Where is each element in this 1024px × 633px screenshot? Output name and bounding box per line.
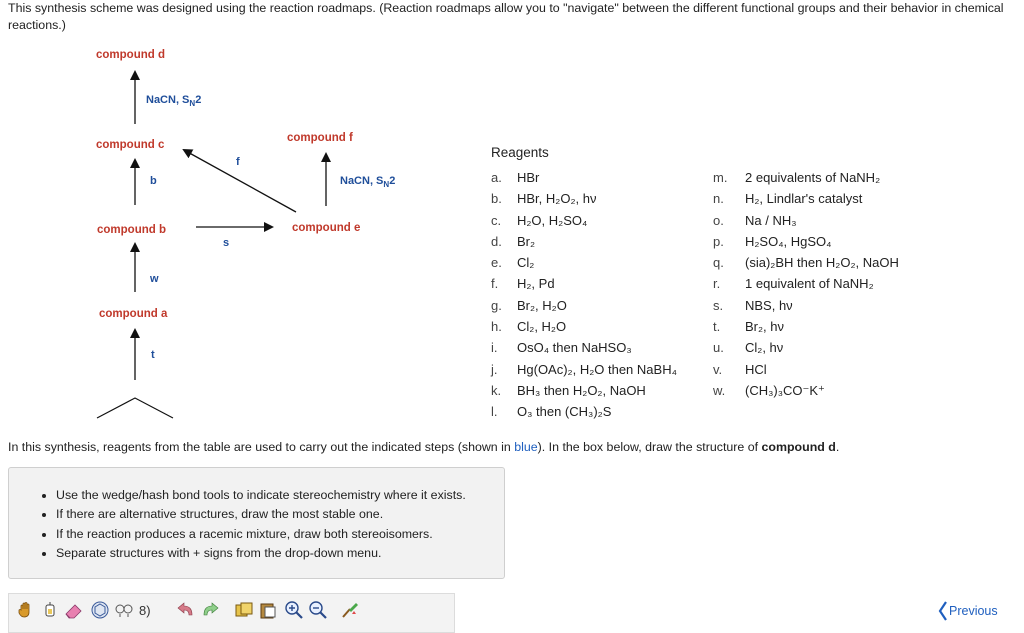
hint-item: • Use the wedge/hash bond tools to indicate stereochemistry where it exists.: [56, 486, 504, 505]
reagent-row: w. (CH₃)₃CO⁻K⁺: [713, 382, 825, 398]
reagent-row: u. Cl₂, hν: [713, 340, 784, 356]
reagent-row: r. 1 equivalent of NaNH₂: [713, 276, 874, 292]
previous-button[interactable]: [938, 600, 998, 622]
intro-text: This synthesis scheme was designed using the reaction roadmaps. (Reaction roadmaps allow you to "navigate" between the different functional groups and their behavior in chemical reactions.): [8, 1, 1004, 32]
reagent-row: b. HBr, H₂O₂, hν: [491, 191, 597, 207]
compound-a-label: compound a: [99, 308, 168, 320]
reagent-row: i. OsO₄ then NaHSO₃: [491, 340, 632, 356]
reagent-row: v. HCl: [713, 361, 767, 377]
hand-icon[interactable]: [15, 599, 37, 621]
reagent-row: n. H₂, Lindlar's catalyst: [713, 191, 863, 207]
hint-item: • Separate structures with + signs from the drop-down menu.: [56, 544, 504, 563]
compound-f-label: compound f: [287, 132, 353, 144]
reagent-b-to-c: b: [150, 175, 157, 187]
compound-d-label: compound d: [96, 49, 165, 61]
ring-template-icon[interactable]: [89, 599, 111, 621]
reagent-row: q. (sia)₂BH then H₂O₂, NaOH: [713, 255, 899, 271]
reagent-e-to-f: NaCN, $S_N2$: [340, 175, 396, 189]
reagent-row: e. Cl₂: [491, 255, 535, 271]
synthesis-scheme: [0, 0, 480, 430]
lasso-icon[interactable]: [39, 599, 61, 621]
drawing-toolbar: [8, 593, 455, 633]
reagent-row: f. H₂, Pd: [491, 276, 555, 292]
compound-c-label: compound c: [96, 139, 165, 151]
chevron-left-icon: [938, 600, 948, 622]
chain-icon[interactable]: [113, 599, 135, 621]
reagent-row: j. Hg(OAc)₂, H₂O then NaBH₄: [491, 361, 677, 377]
reagent-row: t. Br₂, hν: [713, 319, 784, 335]
hint-item: • If the reaction produces a racemic mixture, draw both stereoisomers.: [56, 525, 504, 544]
paste-icon[interactable]: [257, 599, 279, 621]
reagents-title: Reagents: [491, 145, 549, 160]
reagent-b-to-e: s: [223, 237, 230, 249]
reagent-row: s. NBS, hν: [713, 297, 793, 313]
clean-structure-icon[interactable]: [339, 599, 361, 621]
reagents-left-column: [491, 167, 677, 423]
compound-b-label: compound b: [97, 224, 166, 236]
previous-label: Previous: [949, 604, 998, 618]
reagent-row: c. H₂O, H₂SO₄: [491, 212, 588, 228]
reagent-row: g. Br₂, H₂O: [491, 297, 567, 313]
eraser-icon[interactable]: [63, 599, 85, 621]
zoom-in-icon[interactable]: [283, 599, 305, 621]
copy-icon[interactable]: [233, 599, 255, 621]
zoom-out-icon[interactable]: [307, 599, 329, 621]
reagent-row: d. Br₂: [491, 233, 536, 249]
svg-text:8): 8): [139, 603, 151, 618]
hint-item: • If there are alternative structures, draw the most stable one.: [56, 505, 504, 524]
redo-icon[interactable]: [199, 599, 221, 621]
reagents-table: [491, 145, 899, 420]
reagent-row: m. 2 equivalents of NaNH₂: [713, 170, 881, 185]
arrow-f-to-c: [184, 150, 296, 212]
instruction-text: In this synthesis, reagents from the table are used to carry out the indicated steps (shown in blue). In the box below, draw the structure of compound d.: [8, 440, 840, 454]
reagent-start-to-a: t: [151, 349, 155, 361]
bracket-icon[interactable]: [137, 599, 159, 621]
reagent-a-to-b: w: [150, 273, 159, 285]
reagents-right-column: [713, 167, 899, 401]
reagent-row: h. Cl₂, H₂O: [491, 319, 567, 335]
reagent-f-to-c: f: [236, 156, 240, 168]
reagent-row: l. O₃ then (CH₃)₂S: [491, 404, 612, 420]
reagent-row: k. BH₃ then H₂O₂, NaOH: [491, 382, 646, 398]
compound-e-label: compound e: [292, 222, 361, 234]
reagent-row: p. H₂SO₄, HgSO₄: [713, 233, 832, 249]
reagent-c-to-d: NaCN, $S_N2$: [146, 94, 202, 108]
reagent-row: a. HBr: [491, 170, 540, 185]
starting-material-structure: [97, 398, 173, 418]
undo-icon[interactable]: [175, 599, 197, 621]
reagent-row: o. Na / NH₃: [713, 212, 797, 228]
hint-box: [8, 467, 505, 579]
